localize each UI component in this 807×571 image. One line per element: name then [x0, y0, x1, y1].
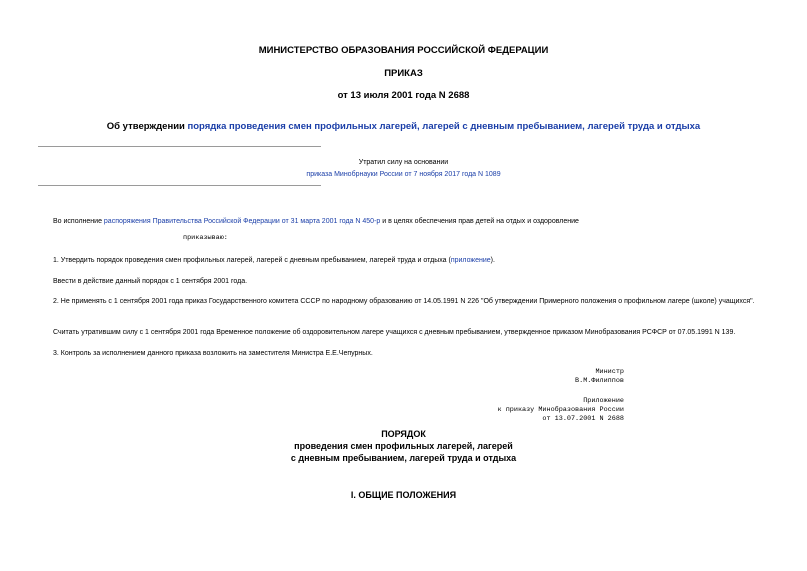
- repeal-notice: Утратил силу на основании: [358, 159, 449, 166]
- appendix-reference: [498, 397, 624, 424]
- appendix-link[interactable]: приложение: [450, 257, 491, 264]
- document-date: от 13 июля 2001 года N 2688: [337, 90, 470, 101]
- appendix-ref-line3: от 13.07.2001 N 2688: [542, 415, 624, 423]
- section-heading: I. ОБЩИЕ ПОЛОЖЕНИЯ: [350, 490, 457, 500]
- intro-prefix: Во исполнение: [53, 218, 104, 225]
- title-link[interactable]: порядка проведения смен профильных лагерей, лагерей с дневным пребыванием, лагерей труда и отдыха: [187, 121, 701, 132]
- title-prefix: Об утверждении: [106, 121, 188, 132]
- ministry-heading: МИНИСТЕРСТВО ОБРАЗОВАНИЯ РОССИЙСКОЙ ФЕДЕРАЦИИ: [258, 45, 549, 56]
- prikazyvayu-text: приказываю:: [183, 234, 228, 242]
- repeal-order-link[interactable]: приказа Минобрнауки России от 7 ноября 2017 года N 1089: [306, 171, 501, 178]
- intro-suffix: и в целях обеспечения прав детей на отдых и оздоровление: [380, 218, 579, 225]
- government-order-link[interactable]: распоряжения Правительства Российской Федерации от 31 марта 2001 года N 450-р: [103, 218, 381, 225]
- appendix-ref-line2: к приказу Минобразования России: [497, 406, 624, 414]
- p1-prefix: 1. Утвердить порядок проведения смен профильных лагерей, лагерей с дневным пребыванием, лагерей труда и отдыха (: [53, 257, 451, 264]
- order-title-line2: проведения смен профильных лагерей, лагерей: [294, 441, 513, 451]
- intro-paragraph: [38, 217, 773, 227]
- signature-block: [575, 368, 624, 386]
- paragraph-2b: Считать утратившим силу с 1 сентября 2001 года Временное положение об оздоровительном лагере учащихся с дневным пребыванием, утвержденное приказом Минобразования РСФСР от 07.05.1991 N 139.: [53, 329, 736, 336]
- document-title: [0, 121, 807, 132]
- p1-suffix: ).: [490, 257, 495, 264]
- paragraph-2: 2. Не применять с 1 сентября 2001 года приказ Государственного комитета СССР по народному образованию от 14.05.1991 N 226 "Об утверждении Примерного положения о профильном лагере (школе) учащихся".: [53, 298, 755, 305]
- document-type: ПРИКАЗ: [384, 68, 423, 79]
- appendix-ref-line1: Приложение: [583, 397, 624, 405]
- order-title-line1: ПОРЯДОК: [381, 429, 426, 439]
- order-title: [0, 428, 807, 464]
- signature-name: В.М.Филиппов: [575, 377, 624, 385]
- paragraph-3: 3. Контроль за исполнением данного приказа возложить на заместителя Министра Е.Е.Чепурных.: [53, 350, 373, 357]
- top-divider: [38, 146, 321, 147]
- order-title-line3: с дневным пребыванием, лагерей труда и отдыха: [290, 453, 517, 463]
- paragraph-1b: Ввести в действие данный порядок с 1 сентября 2001 года.: [53, 278, 248, 285]
- repeal-notice-link-line: [0, 171, 807, 178]
- signature-role: Министр: [595, 368, 624, 376]
- bottom-divider: [38, 185, 321, 186]
- paragraph-1: [38, 256, 773, 266]
